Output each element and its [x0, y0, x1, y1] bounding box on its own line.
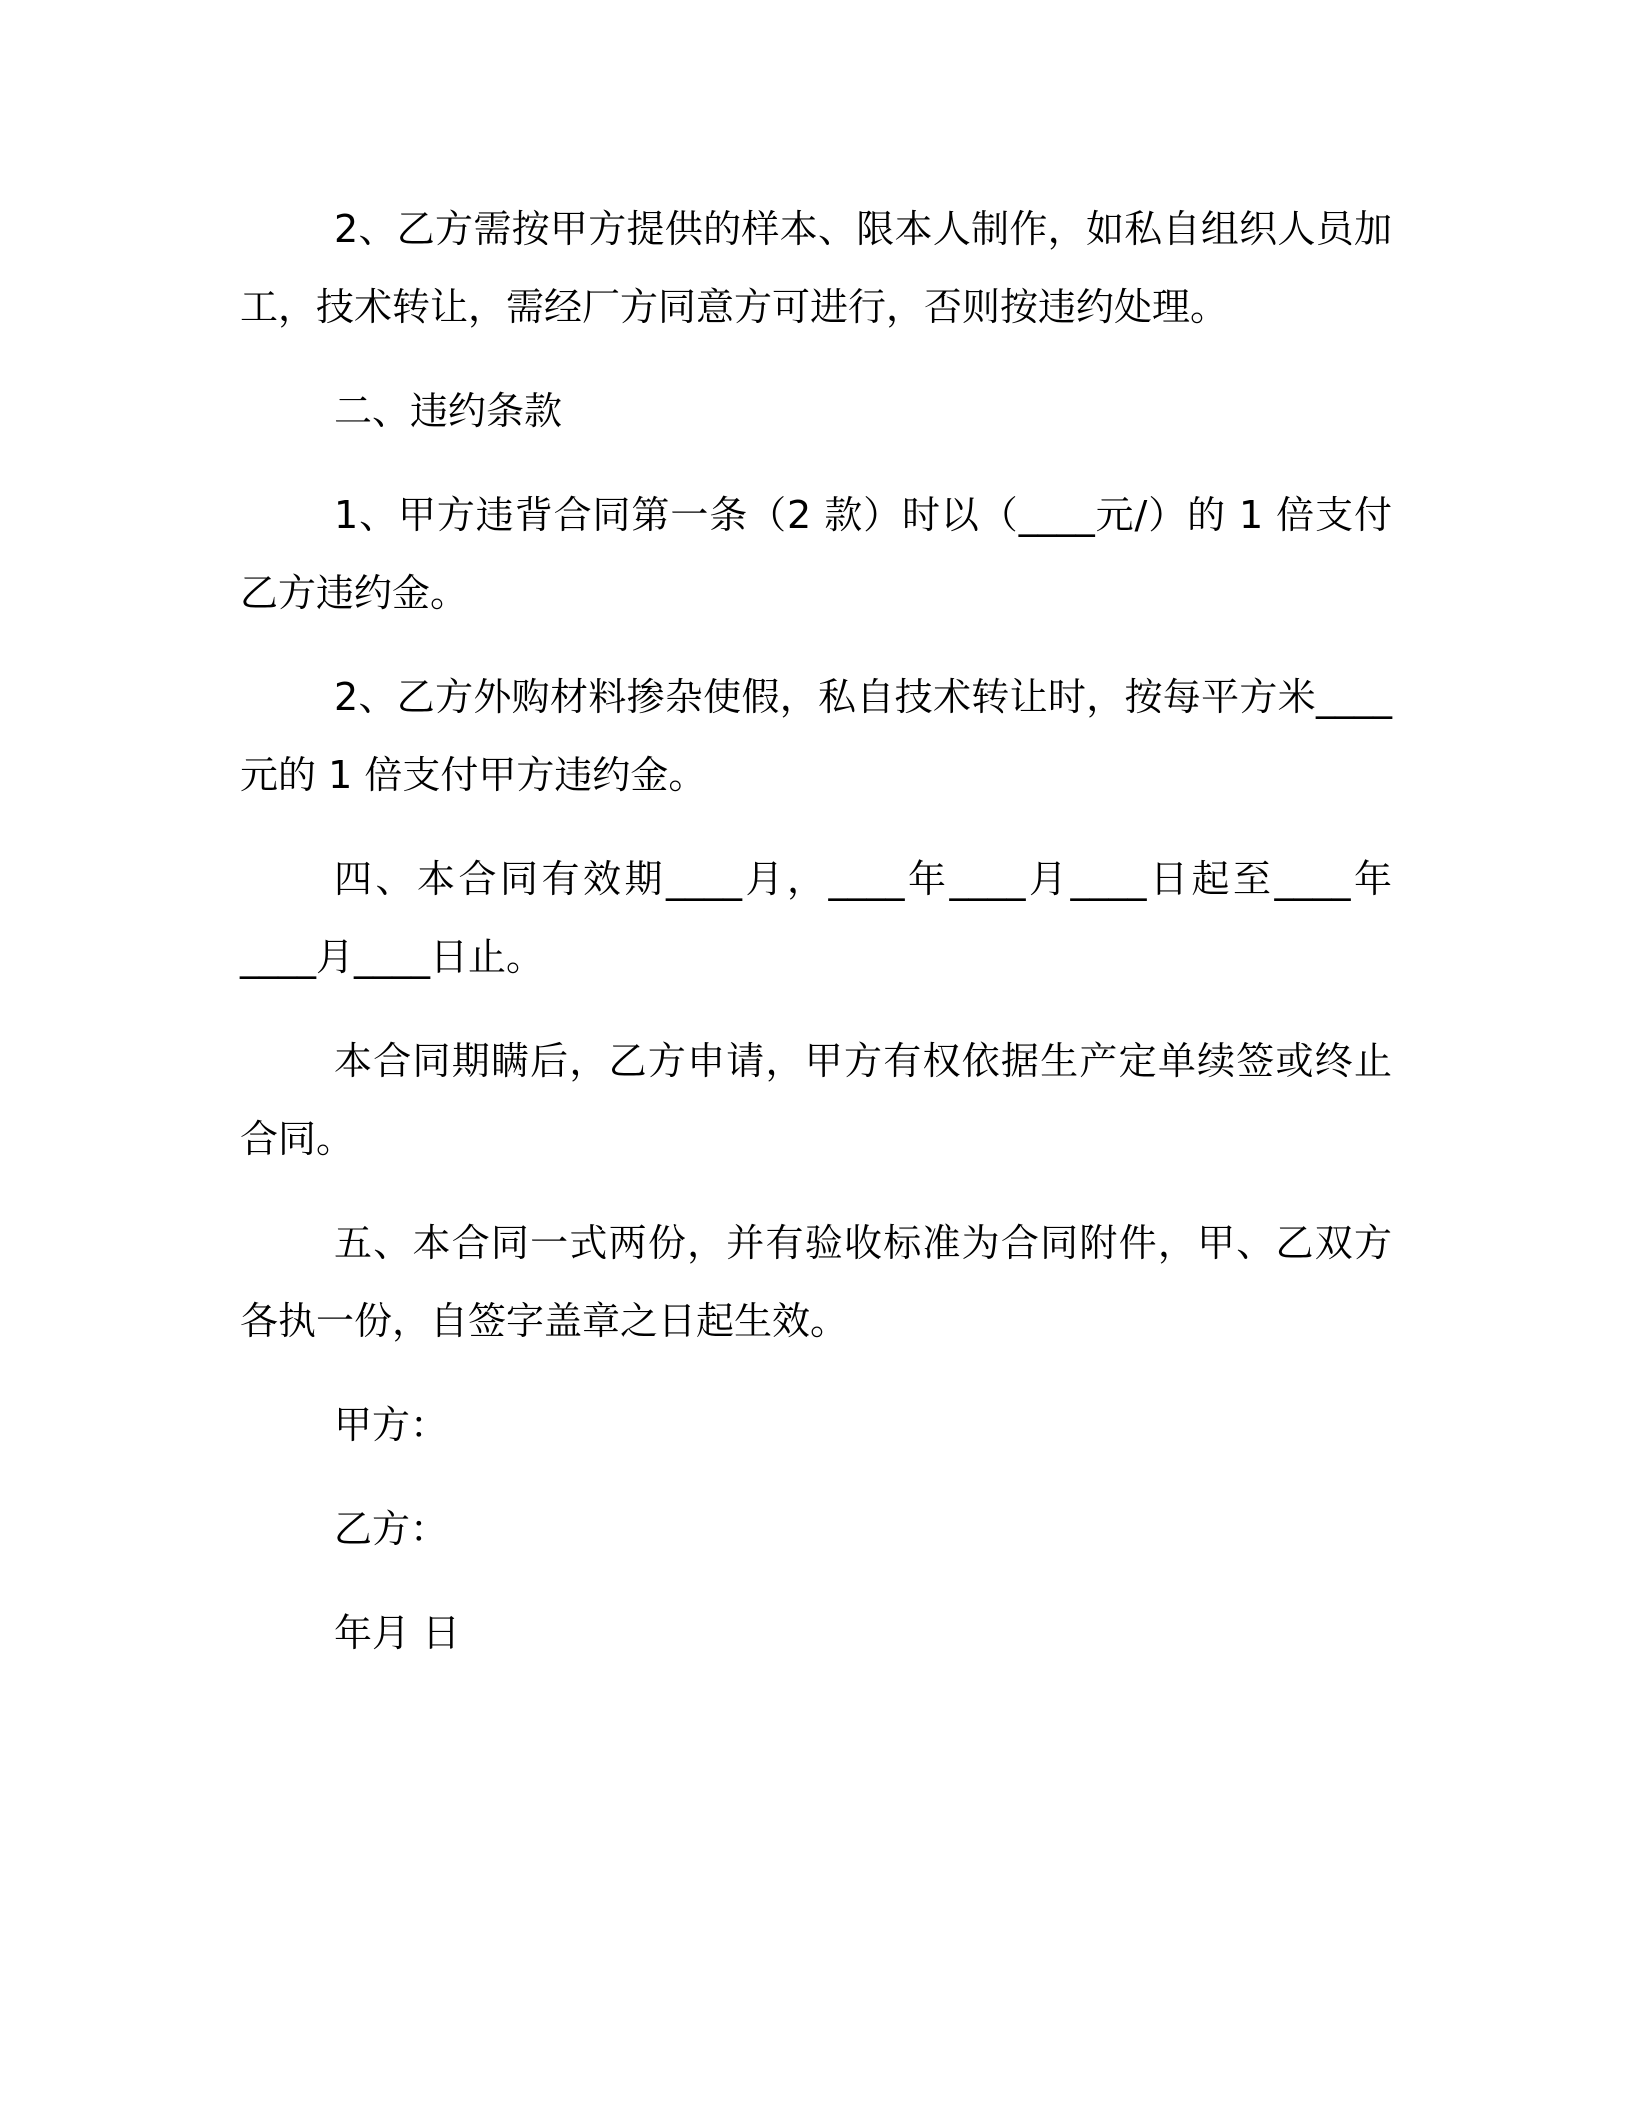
contract-body [240, 190, 1392, 1698]
renewal-clause: 本合同期瞒后，乙方申请，甲方有权依据生产定单续签或终止合同。 [240, 1039, 1392, 1161]
party-b-signature: 乙方： [334, 1507, 449, 1551]
breach-clause-1: 1、甲方违背合同第一条（2 款）时以（____元/）的 1 倍支付乙方违约金。 [240, 493, 1392, 615]
clause-2-production: 2、乙方需按甲方提供的样本、限本人制作，如私自组织人员加工，技术转让，需经厂方同意方可进行，否则按违约处理。 [240, 207, 1392, 329]
party-a-signature: 甲方： [334, 1403, 449, 1447]
copies-clause: 五、本合同一式两份，并有验收标准为合同附件，甲、乙双方各执一份，自签字盖章之日起生效。 [240, 1221, 1392, 1343]
validity-clause: 四、本合同有效期____月，____年____月____日起至____年____月____日止。 [240, 857, 1392, 979]
breach-clause-2: 2、乙方外购材料掺杂使假，私自技术转让时，按每平方米____元的 1 倍支付甲方违约金。 [240, 675, 1392, 797]
section-heading-breach: 二、违约条款 [334, 389, 563, 433]
signature-date: 年月 日 [334, 1611, 461, 1655]
